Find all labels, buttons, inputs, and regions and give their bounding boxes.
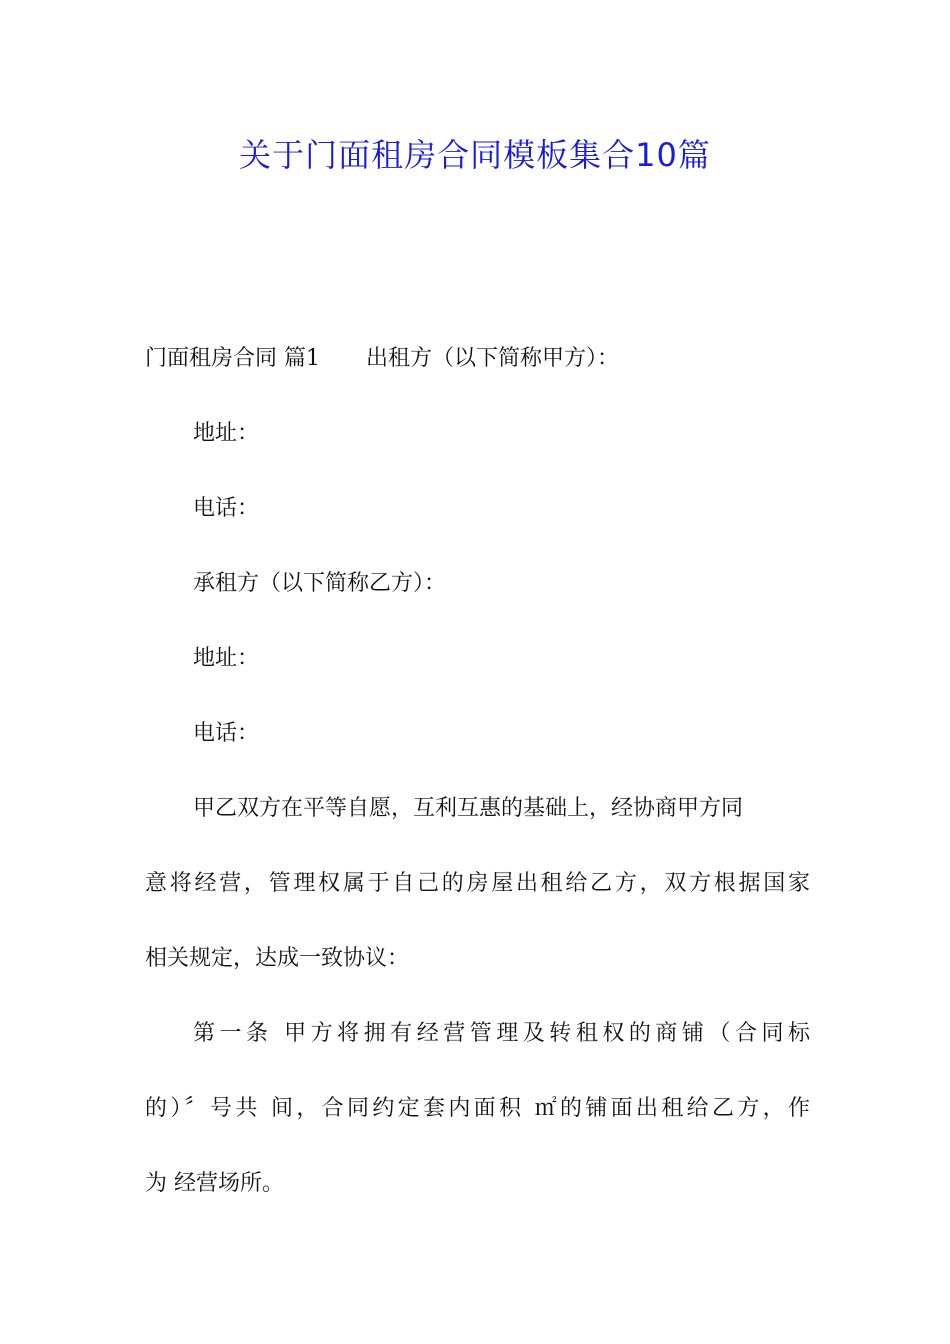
- lessor-phone: 电话：: [193, 496, 260, 521]
- article-one-line: 的）〞号共 间，合同约定套内面积 ㎡的铺面出租给乙方，作: [145, 1096, 810, 1121]
- section-heading-line: [145, 344, 810, 374]
- article-one-line: 第一条 甲方将拥有经营管理及转租权的商铺（合同标: [193, 1021, 810, 1046]
- document-title: 关于门面租房合同模板集合10篇: [239, 136, 711, 174]
- article-one-line: 为 经营场所。: [145, 1171, 284, 1196]
- lessee-label: 承租方（以下简称乙方）：: [193, 571, 447, 596]
- lessor-label: 出租方（以下简称甲方）：: [366, 346, 620, 371]
- lessee-phone: 电话：: [193, 721, 260, 746]
- paragraph-line: 相关规定，达成一致协议：: [145, 946, 410, 971]
- section-heading: 门面租房合同 篇1: [145, 346, 320, 371]
- lessor-address: 地址：: [193, 421, 260, 446]
- paragraph-line: 甲乙双方在平等自愿，互利互惠的基础上，经协商甲方同: [193, 796, 744, 821]
- paragraph-line: 意将经营，管理权属于自己的房屋出租给乙方，双方根据国家: [145, 871, 810, 896]
- lessee-address: 地址：: [193, 646, 260, 671]
